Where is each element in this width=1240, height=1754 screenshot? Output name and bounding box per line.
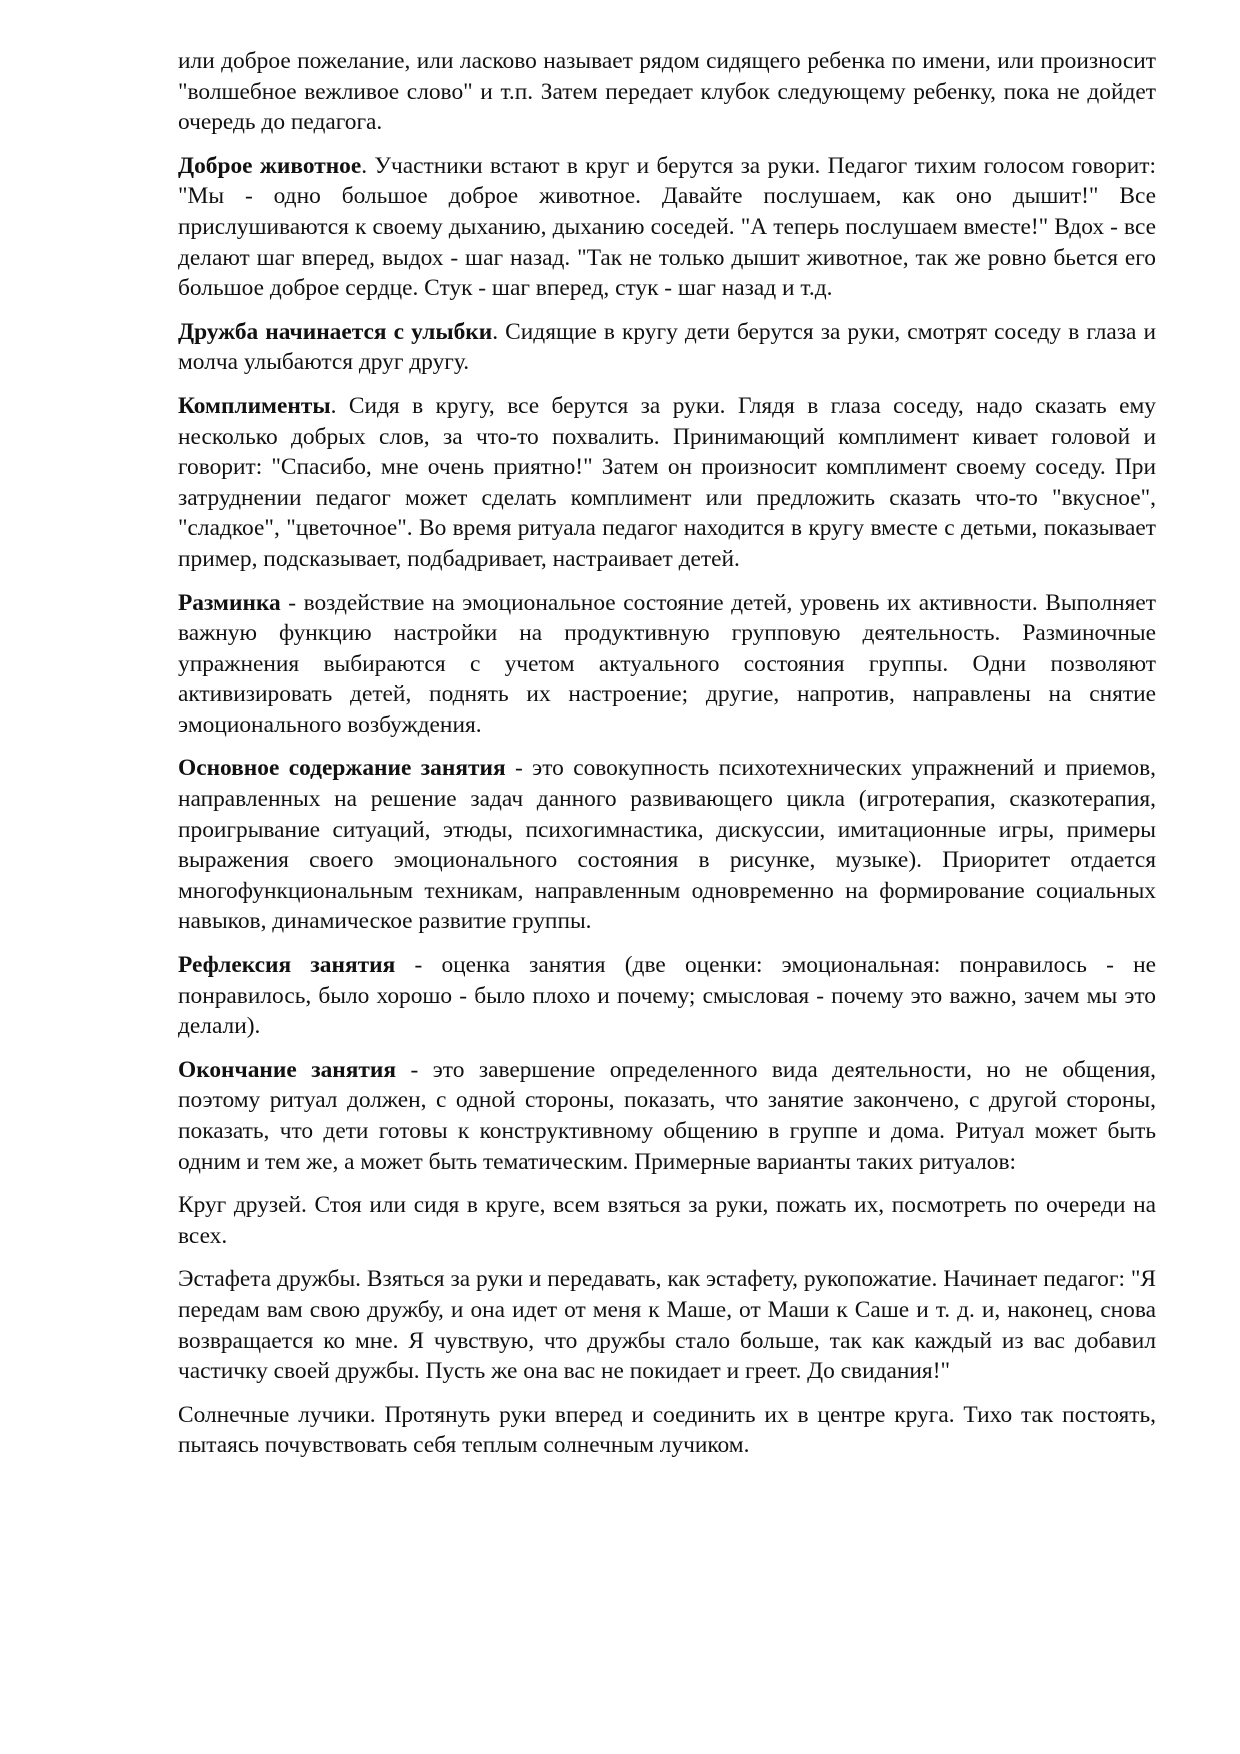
paragraph-solnechnye-luchiki [178, 1400, 1156, 1461]
paragraph-text: Солнечные лучики. Протянуть руки вперед и соединить их в центре круга. Тихо так постоять, пытаясь почувствовать себя теплым солнечным лучиком. [178, 1401, 1156, 1459]
paragraph-term: Разминка [178, 589, 281, 616]
paragraph-okonchanie [178, 1055, 1156, 1177]
paragraph-text: . Сидя в кругу, все берутся за руки. Глядя в глаза соседу, надо сказать ему несколько добрых слов, за что-то похвалить. Принимающий комплимент кивает головой и говорит: "Спасибо, мне очень приятно!" Затем он произносит комплимент своему соседу. При затруднении педагог может сделать комплимент или предложить сказать что-то "вкусное", "сладкое", "цветочное". Во время ритуала педагог находится в кругу вместе с детьми, показывает пример, подсказывает, подбадривает, настраивает детей. [178, 392, 1156, 572]
paragraph-text: - это завершение определенного вида деятельности, но не общения, поэтому ритуал должен, с одной стороны, показать, что занятие закончено, с другой стороны, показать, что дети готовы к конструктивному общению в группе и дома. Ритуал может быть одним и тем же, а может быть тематическим. Примерные варианты таких ритуалов: [178, 1056, 1156, 1175]
paragraph-text: - воздействие на эмоциональное состояние детей, уровень их активности. Выполняет важную функцию настройки на продуктивную групповую деятельность. Разминочные упражнения выбираются с учетом актуального состояния группы. Одни позволяют активизировать детей, поднять их настроение; другие, напротив, направлены на снятие эмоционального возбуждения. [178, 589, 1156, 738]
paragraph-refleksiya [178, 950, 1156, 1042]
paragraph-estafeta-druzhby [178, 1264, 1156, 1386]
paragraph-term: Дружба начинается с улыбки [178, 318, 493, 345]
paragraph-razminka [178, 588, 1156, 741]
document-page [178, 46, 1156, 1474]
paragraph-krug-druzey [178, 1190, 1156, 1251]
paragraph-text: . Участники встают в круг и берутся за руки. Педагог тихим голосом говорит: "Мы - одно большое доброе животное. Давайте послушаем, как оно дышит!" Все прислушиваются к своему дыханию, дыханию соседей. "А теперь послушаем вместе!" Вдох - все делают шаг вперед, выдох - шаг назад. "Так не только дышит животное, так же ровно бьется его большое доброе сердце. Стук - шаг вперед, стук - шаг назад и т.д. [178, 152, 1156, 302]
paragraph-term: Доброе животное [178, 152, 362, 179]
paragraph-komplimenty [178, 391, 1156, 575]
paragraph-term: Комплименты [178, 392, 331, 419]
paragraph-text: или доброе пожелание, или ласково называет рядом сидящего ребенка по имени, или произносит "волшебное вежливое слово" и т.п. Затем передает клубок следующему ребенку, пока не дойдет очередь до педагога. [178, 48, 1156, 136]
paragraph-osnovnoe-soderzhanie [178, 753, 1156, 937]
paragraph-text: - оценка занятия (две оценки: эмоциональная: понравилось - не понравилось, было хорошо - было плохо и почему; смысловая - почему это важно, зачем мы это делали). [178, 952, 1157, 1040]
paragraph-intro-continuation [178, 46, 1156, 138]
paragraph-druzhba-ulybka [178, 317, 1156, 378]
paragraph-dobroe-zhivotnoe [178, 151, 1156, 304]
paragraph-term: Основное содержание занятия [178, 755, 506, 782]
paragraph-text: - это совокупность психотехнических упражнений и приемов, направленных на решение задач данного развивающего цикла (игротерапия, сказкотерапия, проигрывание ситуаций, этюды, психогимнастика, дискуссии, имитационные игры, примеры выражения своего эмоционального состояния в рисунке, музыке). Приоритет отдается многофункциональным техникам, направленным одновременно на формирование социальных навыков, динамическое развитие группы. [178, 755, 1156, 935]
paragraph-text: . Сидящие в кругу дети берутся за руки, смотрят соседу в глаза и молча улыбаются друг другу. [178, 318, 1156, 376]
paragraph-text: Круг друзей. Стоя или сидя в круге, всем взяться за руки, пожать их, посмотреть по очереди на всех. [178, 1192, 1156, 1249]
paragraph-term: Рефлексия занятия [178, 952, 396, 979]
paragraph-text: Эстафета дружбы. Взяться за руки и передавать, как эстафету, рукопожатие. Начинает педагог: "Я передам вам свою дружбу, и она идет от меня к Маше, от Маши к Саше и т. д. и, наконец, снова возвращается ко мне. Я чувствую, что дружбы стало больше, так как каждый из вас добавил частичку своей дружбы. Пусть же она вас не покидает и греет. До свидания!" [178, 1266, 1156, 1385]
paragraph-term: Окончание занятия [178, 1056, 397, 1083]
